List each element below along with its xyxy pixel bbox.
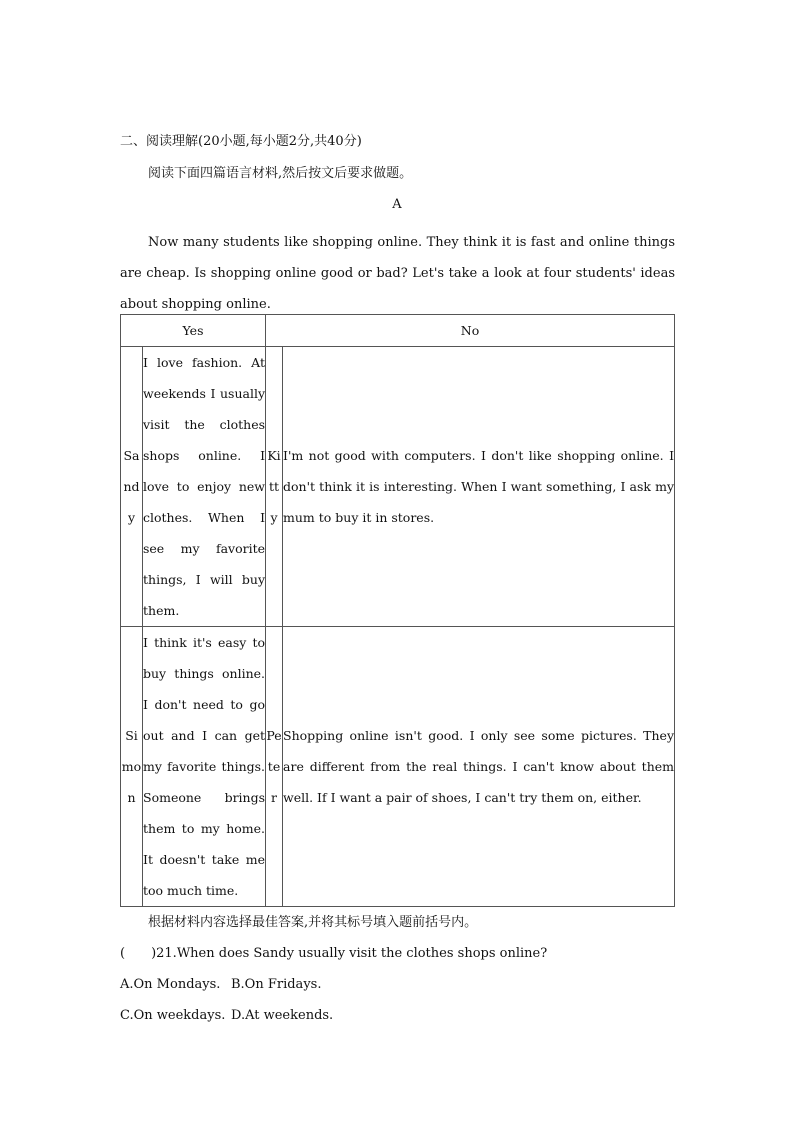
passage-intro: Now many students like shopping online. They think it is fast and online things are cheap. Is shopping online good or bad? Let's take a look at four students' ideas about shopping online.: [120, 235, 675, 312]
opinion-text-peter: Shopping online isn't good. I only see some pictures. They are different from the real things. I can't know about them well. If I want a pair of shoes, I can't try them on, either.: [283, 627, 675, 907]
header-no: No: [266, 315, 675, 347]
opinion-text-simon: I think it's easy to buy things online. I don't need to go out and I can get my favorite things. Someone brings them to my home. It doesn't take me too much time.: [143, 627, 266, 907]
question-21-option-c: C.On weekdays.: [120, 1008, 226, 1023]
question-21-stem: ( )21.When does Sandy usually visit the clothes shops online?: [120, 946, 548, 961]
table-header-row: [121, 315, 675, 347]
student-name-peter: Peter: [266, 627, 283, 907]
questions-instruction: 根据材料内容选择最佳答案,并将其标号填入题前括号内。: [148, 915, 478, 930]
section-instruction: 阅读下面四篇语言材料,然后按文后要求做题。: [148, 166, 413, 181]
student-name-kitty: Kitty: [266, 347, 283, 627]
question-21-option-b: B.On Fridays.: [231, 977, 322, 992]
header-yes: Yes: [121, 315, 266, 347]
passage-label: A: [392, 197, 402, 212]
table-row: [121, 347, 675, 627]
opinion-text-sandy: I love fashion. At weekends I usually visit the clothes shops online. I love to enjoy new clothes. When I see my favorite things, I will buy them.: [143, 347, 266, 627]
question-21-option-a: A.On Mondays.: [120, 977, 221, 992]
question-21-option-d: D.At weekends.: [231, 1008, 334, 1023]
opinions-table: [120, 314, 675, 907]
section-title: 二、阅读理解(20小题,每小题2分,共40分): [120, 134, 362, 149]
student-name-simon: Simon: [121, 627, 143, 907]
table-row: [121, 627, 675, 907]
opinion-text-kitty: I'm not good with computers. I don't like shopping online. I don't think it is interesting. When I want something, I ask my mum to buy it in stores.: [283, 347, 675, 627]
student-name-sandy: Sandy: [121, 347, 143, 627]
